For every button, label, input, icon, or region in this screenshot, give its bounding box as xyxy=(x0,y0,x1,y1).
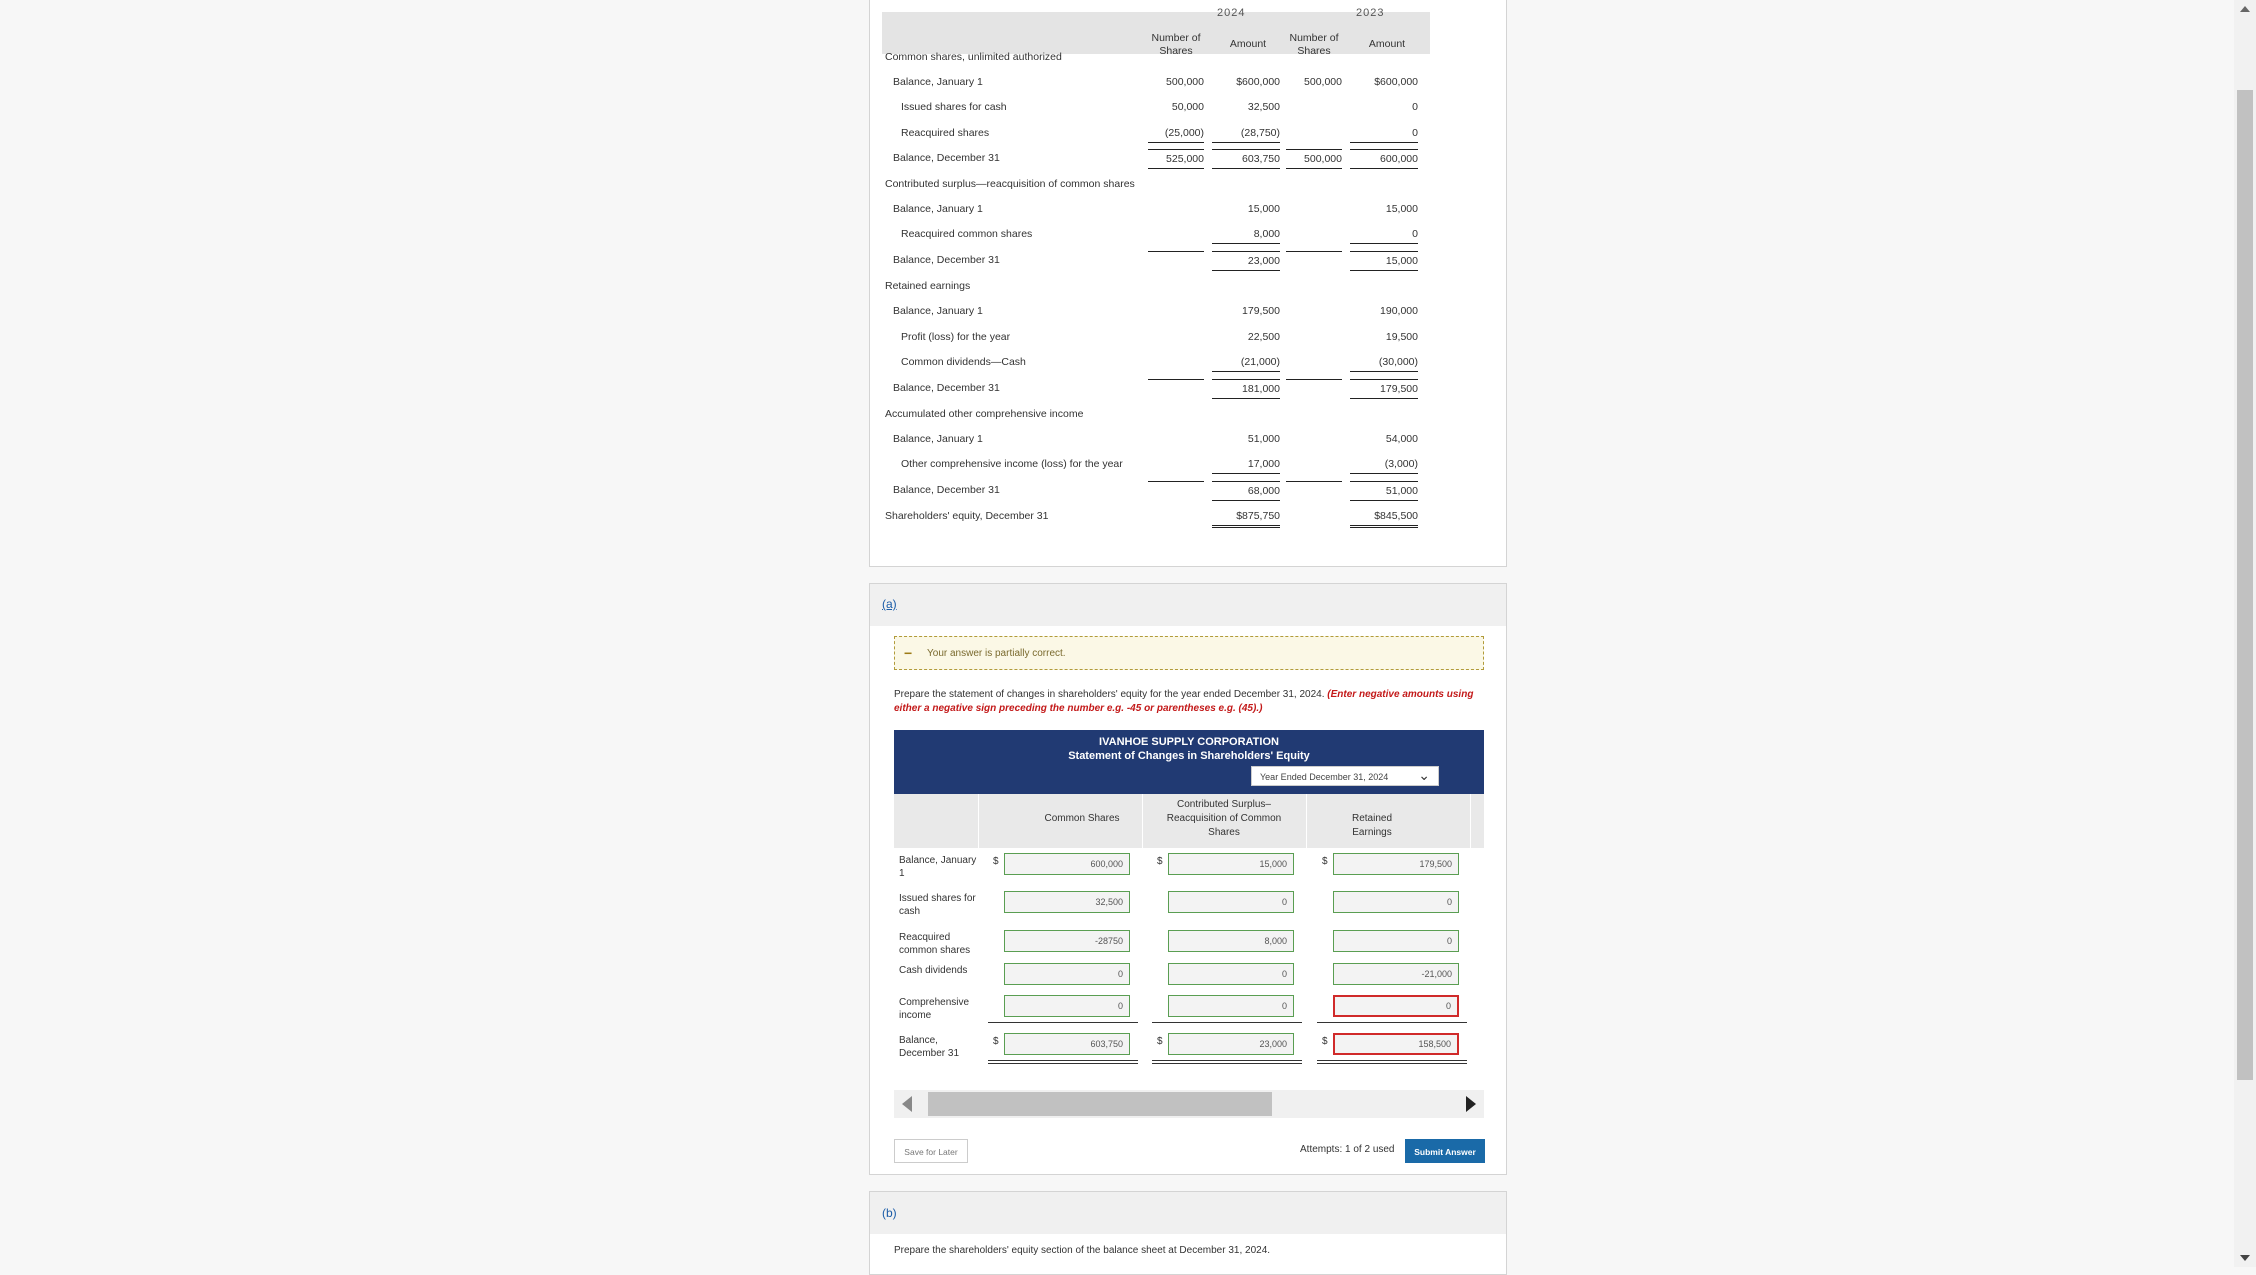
statement-cell-sh23 xyxy=(1286,379,1342,380)
page-scrollbar[interactable] xyxy=(2234,0,2256,1267)
statement-cell-am23: 190,000 xyxy=(1380,305,1418,317)
statement-cell-am23: 54,000 xyxy=(1385,433,1418,445)
statement-row-label: Retained earnings xyxy=(885,280,971,292)
statement-cell-am23: 600,000 xyxy=(1350,149,1418,169)
retained-input[interactable] xyxy=(1333,930,1459,952)
part-b-panel xyxy=(869,1234,1507,1275)
statement-cell-am23: 0 xyxy=(1412,101,1418,113)
entry-table xyxy=(894,730,1484,1118)
statement-cell-sh23 xyxy=(1286,251,1342,252)
year-2024-label: 2024 xyxy=(1217,7,1246,19)
subtotal-rule xyxy=(988,1022,1138,1023)
horizontal-scrollbar[interactable] xyxy=(894,1090,1484,1118)
statement-cell-sh23: 500,000 xyxy=(1304,76,1342,88)
statement-cell-am24: 23,000 xyxy=(1212,251,1280,271)
statement-cell-am24: (28,750) xyxy=(1212,124,1280,143)
instruction-text: Prepare the statement of changes in shareholders' equity for the year ended December 31, 2024. xyxy=(894,689,1325,700)
feedback-message: Your answer is partially correct. xyxy=(927,648,1066,659)
statement-cell-sh24 xyxy=(1148,251,1204,252)
comparative-statement-card xyxy=(869,0,1507,567)
total-double-rule xyxy=(1317,1060,1467,1064)
entry-row xyxy=(894,1036,1484,1066)
col-common-shares: Common Shares xyxy=(1044,813,1120,824)
feedback-banner xyxy=(894,636,1484,670)
col-amount-2023: Amount xyxy=(1368,38,1406,50)
statement-cell-sh23: 500,000 xyxy=(1286,149,1342,169)
statement-cell-am24: $600,000 xyxy=(1236,76,1280,88)
entry-row xyxy=(894,966,1484,996)
statement-cell-am24: (21,000) xyxy=(1212,353,1280,372)
statement-row xyxy=(882,353,1430,371)
statement-row xyxy=(882,200,1430,218)
statement-row-label: Reacquired shares xyxy=(901,127,990,139)
currency-symbol: $ xyxy=(1157,1036,1163,1047)
statement-row-label: Shareholders' equity, December 31 xyxy=(885,510,1049,522)
surplus-input[interactable] xyxy=(1168,891,1294,913)
statement-row-label: Balance, January 1 xyxy=(893,203,983,215)
statement-cell-am24: 22,500 xyxy=(1247,331,1280,343)
statement-cell-am24: 179,500 xyxy=(1242,305,1280,317)
page-scrollbar-thumb[interactable] xyxy=(2237,90,2253,1080)
statement-cell-am23: (30,000) xyxy=(1350,353,1418,372)
currency-symbol: $ xyxy=(1157,856,1163,867)
entry-row-label: Issued shares for cash xyxy=(899,893,976,917)
statement-row-label: Balance, January 1 xyxy=(893,305,983,317)
total-double-rule xyxy=(1152,1060,1302,1064)
statement-cell-am23: $845,500 xyxy=(1350,507,1418,528)
common-input[interactable] xyxy=(1004,891,1130,913)
surplus-input[interactable] xyxy=(1168,995,1294,1017)
entry-row xyxy=(894,856,1484,886)
statement-cell-am24: $875,750 xyxy=(1212,507,1280,528)
surplus-input[interactable] xyxy=(1168,930,1294,952)
part-a-panel xyxy=(869,626,1507,1175)
statement-row xyxy=(882,98,1430,116)
common-input[interactable] xyxy=(1004,930,1130,952)
statement-cell-am24: 603,750 xyxy=(1212,149,1280,169)
retained-input[interactable] xyxy=(1333,995,1459,1017)
statement-row xyxy=(882,149,1430,167)
statement-cell-am23: 179,500 xyxy=(1350,379,1418,399)
statement-row-label: Contributed surplus—reacquisition of common shares xyxy=(885,178,1135,190)
statement-cell-am23: 19,500 xyxy=(1385,331,1418,343)
statement-cell-am23: $600,000 xyxy=(1374,76,1418,88)
scroll-right-icon[interactable] xyxy=(1466,1096,1476,1112)
col-shares-2023: Number of Shares xyxy=(1289,32,1339,57)
total-double-rule xyxy=(988,1060,1138,1064)
scroll-up-icon[interactable] xyxy=(2240,6,2250,12)
surplus-input[interactable] xyxy=(1168,853,1294,875)
retained-input[interactable] xyxy=(1333,853,1459,875)
statement-row xyxy=(882,379,1430,397)
subtotal-rule xyxy=(1152,1022,1302,1023)
part-b-tab[interactable] xyxy=(869,1191,1507,1235)
period-select[interactable] xyxy=(1251,766,1439,786)
col-retained-earnings: Retained Earnings xyxy=(1351,813,1393,838)
entry-row-label: Cash dividends xyxy=(899,965,968,976)
entry-row-label: Comprehensive income xyxy=(899,997,970,1021)
statement-cell-sh24 xyxy=(1148,379,1204,380)
statement-cell-am24: 8,000 xyxy=(1212,225,1280,244)
subtotal-rule xyxy=(1317,1022,1467,1023)
currency-symbol: $ xyxy=(1322,1036,1328,1047)
part-a-link[interactable]: (a) xyxy=(882,597,897,611)
statement-row xyxy=(882,430,1430,448)
statement-row xyxy=(882,175,1430,193)
statement-row-label: Issued shares for cash xyxy=(901,101,1007,113)
col-amount-2024: Amount xyxy=(1229,38,1267,50)
entry-row xyxy=(894,933,1484,963)
statement-row-label: Balance, January 1 xyxy=(893,76,983,88)
year-2023-label: 2023 xyxy=(1356,7,1385,19)
statement-cell-sh24: 500,000 xyxy=(1166,76,1204,88)
entry-row xyxy=(894,998,1484,1028)
statement-cell-am24: 15,000 xyxy=(1247,203,1280,215)
common-input[interactable] xyxy=(1004,963,1130,985)
statement-row-label: Reacquired common shares xyxy=(901,228,1033,240)
statement-row xyxy=(882,277,1430,295)
statement-cell-am23: 15,000 xyxy=(1385,203,1418,215)
surplus-input[interactable] xyxy=(1168,1033,1294,1055)
save-for-later-button[interactable]: Save for Later xyxy=(894,1139,968,1163)
submit-answer-button[interactable]: Submit Answer xyxy=(1405,1139,1485,1163)
statement-row xyxy=(882,302,1430,320)
statement-row xyxy=(882,124,1430,142)
statement-cell-am23: 51,000 xyxy=(1350,481,1418,501)
partial-minus-icon: − xyxy=(904,645,913,661)
statement-row xyxy=(882,507,1430,525)
statement-row-label: Balance, December 31 xyxy=(893,152,1000,164)
common-input[interactable] xyxy=(1004,853,1130,875)
currency-symbol: $ xyxy=(993,856,999,867)
statement-row-label: Common dividends—Cash xyxy=(901,356,1026,368)
statement-cell-am24: 51,000 xyxy=(1247,433,1280,445)
statement-cell-am24: 32,500 xyxy=(1247,101,1280,113)
statement-row-label: Accumulated other comprehensive income xyxy=(885,408,1084,420)
statement-cell-am24: 68,000 xyxy=(1212,481,1280,501)
common-input[interactable] xyxy=(1004,1033,1130,1055)
instructions xyxy=(894,688,1484,716)
statement-cell-sh24: (25,000) xyxy=(1148,124,1204,143)
statement-cell-sh24: 50,000 xyxy=(1171,101,1204,113)
statement-cell-am24: 17,000 xyxy=(1212,455,1280,474)
currency-symbol: $ xyxy=(993,1036,999,1047)
scroll-left-icon[interactable] xyxy=(902,1096,912,1112)
statement-row-label: Other comprehensive income (loss) for the year xyxy=(901,458,1123,470)
statement-header xyxy=(894,730,1484,794)
column-header-band xyxy=(894,794,1484,848)
instruction-warning: (Enter negative amounts using either a negative sign preceding the number e.g. -45 or parentheses e.g. (45).) xyxy=(894,689,1474,714)
scrollbar-thumb[interactable] xyxy=(928,1092,1272,1116)
statement-cell-sh23 xyxy=(1286,481,1342,482)
statement-cell-sh24 xyxy=(1148,481,1204,482)
statement-cell-sh24: 525,000 xyxy=(1148,149,1204,169)
company-name: IVANHOE SUPPLY CORPORATION xyxy=(1099,736,1279,748)
part-b-link[interactable]: (b) xyxy=(882,1206,897,1220)
col-shares-2024: Number of Shares xyxy=(1151,32,1201,57)
statement-cell-am23: 0 xyxy=(1350,124,1418,143)
statement-row xyxy=(882,405,1430,423)
statement-cell-am23: 0 xyxy=(1350,225,1418,244)
statement-cell-am23: 15,000 xyxy=(1350,251,1418,271)
statement-row-label: Balance, December 31 xyxy=(893,254,1000,266)
entry-row-label: Balance, December 31 xyxy=(899,1035,960,1059)
col-contributed-surplus: Contributed Surplus–Reacquisition of Common Shares xyxy=(1166,799,1282,838)
entry-row-label: Reacquired common shares xyxy=(899,932,971,956)
surplus-input[interactable] xyxy=(1168,963,1294,985)
part-b-instruction: Prepare the shareholders' equity section of the balance sheet at December 31, 2024. xyxy=(894,1245,1271,1256)
part-a-tab[interactable] xyxy=(869,583,1507,627)
attempts-counter: Attempts: 1 of 2 used xyxy=(1300,1144,1395,1155)
statement-title: Statement of Changes in Shareholders' Equity xyxy=(1068,750,1310,762)
scroll-down-icon[interactable] xyxy=(2240,1255,2250,1261)
statement-cell-am23: (3,000) xyxy=(1350,455,1418,474)
entry-row-label: Balance, January 1 xyxy=(899,855,977,879)
statement-row xyxy=(882,328,1430,346)
statement-row-label: Balance, December 31 xyxy=(893,484,1000,496)
retained-input[interactable] xyxy=(1333,891,1459,913)
chevron-down-icon: ⌄ xyxy=(1418,767,1430,783)
statement-row-label: Common shares, unlimited authorized xyxy=(885,51,1062,63)
common-input[interactable] xyxy=(1004,995,1130,1017)
entry-row xyxy=(894,894,1484,924)
statement-row-label: Balance, January 1 xyxy=(893,433,983,445)
retained-input[interactable] xyxy=(1333,1033,1459,1055)
statement-row xyxy=(882,251,1430,269)
statement-row xyxy=(882,48,1430,66)
statement-cell-am24: 181,000 xyxy=(1212,379,1280,399)
statement-row xyxy=(882,73,1430,91)
retained-input[interactable] xyxy=(1333,963,1459,985)
statement-row-label: Balance, December 31 xyxy=(893,382,1000,394)
statement-row-label: Profit (loss) for the year xyxy=(901,331,1011,343)
statement-row xyxy=(882,455,1430,473)
period-select-value: Year Ended December 31, 2024 xyxy=(1260,772,1389,782)
statement-row xyxy=(882,225,1430,243)
statement-row xyxy=(882,481,1430,499)
currency-symbol: $ xyxy=(1322,856,1328,867)
